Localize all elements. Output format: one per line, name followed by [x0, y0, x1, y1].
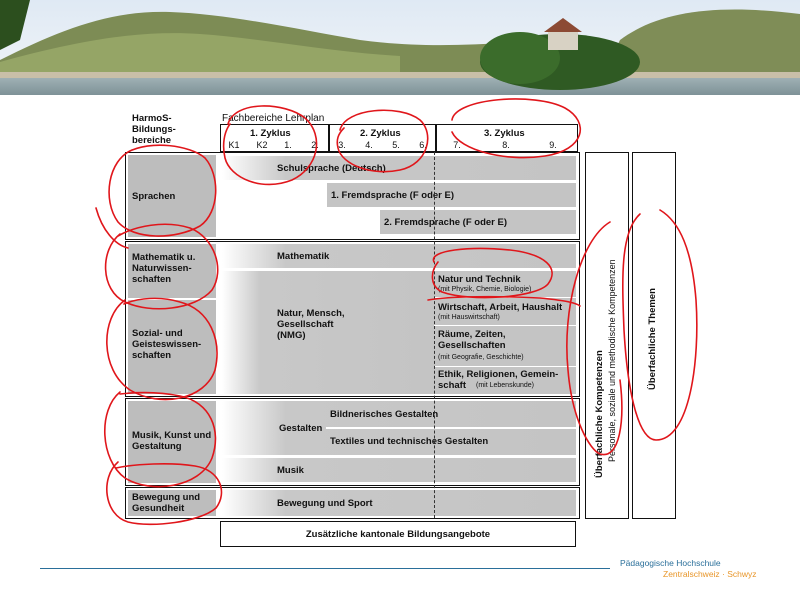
grade-label: 4. — [365, 140, 373, 150]
zusaetzlich-label: Zusätzliche kantonale Bildungsangebote — [305, 529, 491, 540]
grade-label: K2 — [256, 140, 268, 150]
grade-label: K1 — [228, 140, 240, 150]
subject-label: Ethik, Religionen, Gemein-schaft — [438, 369, 559, 391]
grade-label: 1. — [284, 140, 292, 150]
subject-label: Bewegung und Sport — [277, 498, 373, 509]
subject-label: Wirtschaft, Arbeit, Haushalt — [438, 302, 563, 313]
subject-label: Gestalten — [279, 423, 323, 434]
subject-label: Musik — [277, 465, 304, 476]
subject-sublabel: (mit Physik, Chemie, Biologie) — [438, 286, 532, 293]
subject-label: Räume, Zeiten, Gesellschaften — [438, 329, 506, 351]
kompetenzen-title: Überfachliche Kompetenzen — [594, 350, 605, 478]
footer-line2: Zentralschweiz · Schwyz — [663, 569, 757, 579]
grade-label: 7. — [453, 140, 461, 150]
cycle-3-label: 3. Zyklus — [484, 128, 525, 139]
subject-label: Natur, Mensch, Gesellschaft (NMG) — [277, 308, 345, 341]
grade-label: 2. — [311, 140, 319, 150]
cycle-2-label: 2. Zyklus — [360, 128, 401, 139]
subject-sublabel: (mit Lebenskunde) — [476, 382, 534, 389]
subject-sublabel: (mit Geografie, Geschichte) — [438, 354, 524, 361]
grade-label: 3. — [338, 140, 346, 150]
area-label: Bewegung und Gesundheit — [132, 492, 201, 514]
grade-label: 6. — [419, 140, 427, 150]
subject-label: 1. Fremdsprache (F oder E) — [331, 190, 455, 201]
subject-label: Mathematik — [277, 251, 330, 262]
grade-label: 5. — [392, 140, 400, 150]
lehrplan-header: Fachbereiche Lehrplan — [222, 113, 325, 124]
subject-label: Natur und Technik — [438, 274, 521, 285]
grade-label: 8. — [502, 140, 510, 150]
themen-title: Überfachliche Themen — [647, 288, 658, 390]
area-label: Musik, Kunst und Gestaltung — [132, 430, 212, 452]
subject-sublabel: (mit Hauswirtschaft) — [438, 314, 500, 321]
grade-label: 9. — [549, 140, 557, 150]
area-label: Mathematik u. Naturwissen-schaften — [132, 252, 196, 285]
area-label: Sprachen — [132, 191, 176, 202]
footer-line1: Pädagogische Hochschule — [620, 558, 721, 568]
subject-label: Schulsprache (Deutsch) — [277, 163, 386, 174]
subject-label: 2. Fremdsprache (F oder E) — [384, 217, 508, 228]
subject-label: Bildnerisches Gestalten — [330, 409, 439, 420]
subject-label: Textiles und technisches Gestalten — [330, 436, 489, 447]
harmos-header: HarmoS- Bildungs- bereiche — [132, 113, 176, 146]
kompetenzen-subtitle: Personale, soziale und methodische Kompetenzen — [607, 259, 617, 462]
area-label: Sozial- und Geisteswissen-schaften — [132, 328, 202, 361]
cycle-1-label: 1. Zyklus — [250, 128, 291, 139]
